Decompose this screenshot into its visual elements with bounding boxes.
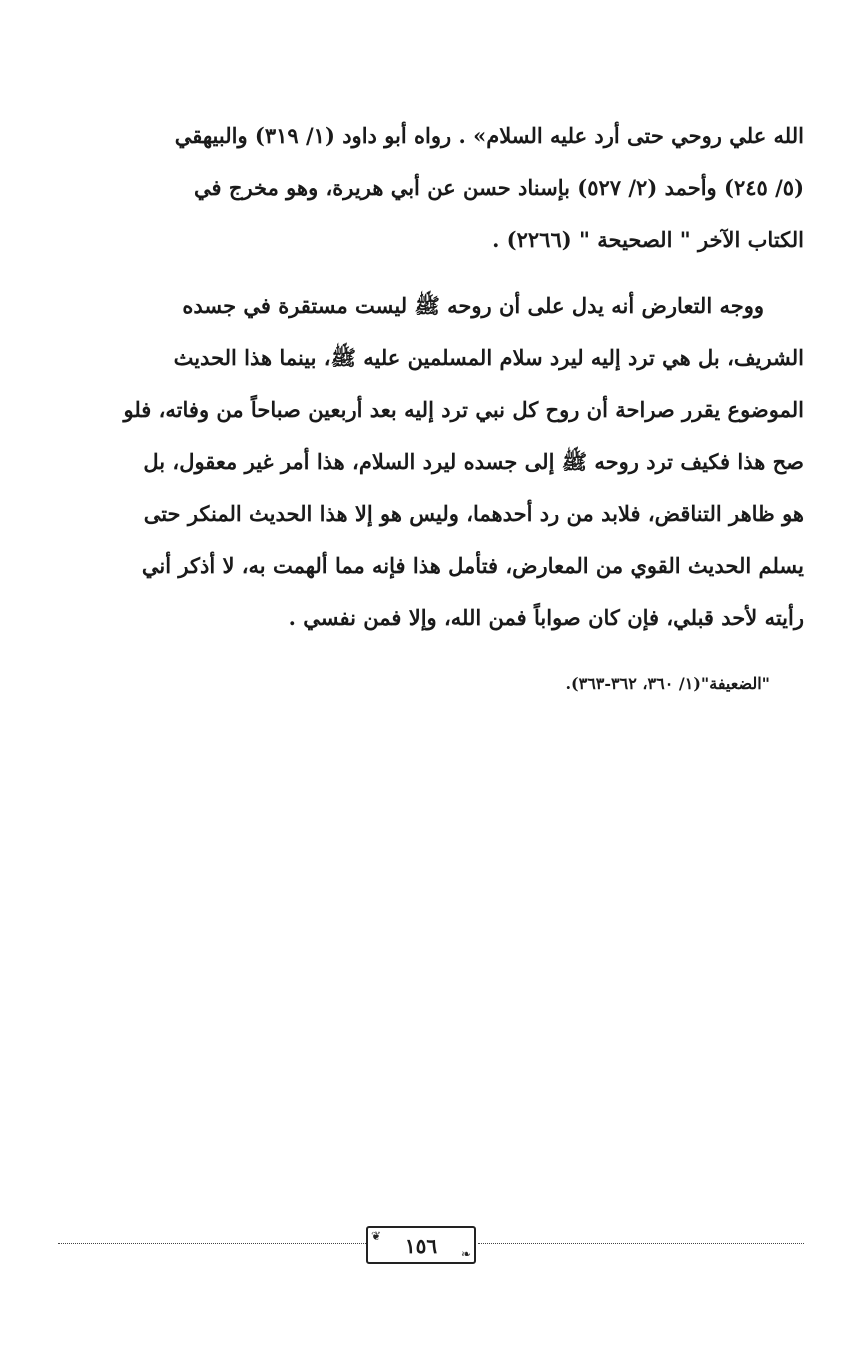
text-line: هو ظاهر التناقض، فلابد من رد أحدهما، وليس هو إلا هذا الحديث المنكر حتى <box>143 501 804 526</box>
paragraph-hadith-citation <box>58 110 804 266</box>
source-reference: "الضعيفة"(١/ ٣٦٠، ٣٦٢-٣٦٣). <box>565 674 770 693</box>
text-line: (٥/ ٢٤٥) وأحمد (٢/ ٥٢٧) بإسناد حسن عن أبي هريرة، وهو مخرج في <box>194 175 804 200</box>
footer-dotted-rule-right <box>478 1243 804 1244</box>
text-line: صح هذا فكيف ترد روحه ﷺ إلى جسده ليرد السلام، هذا أمر غير معقول، بل <box>143 449 804 474</box>
text-line: رأيته لأحد قبلي، فإن كان صواباً فمن الله، وإلا فمن نفسي . <box>288 605 804 630</box>
paragraph-contradiction-explanation <box>58 280 804 644</box>
footer-dotted-rule-left <box>58 1243 366 1244</box>
text-line: الله علي روحي حتى أرد عليه السلام» . رواه أبو داود (١/ ٣١٩) والبيهقي <box>174 123 804 148</box>
text-line: الشريف، بل هي ترد إليه ليرد سلام المسلمين عليه ﷺ، بينما هذا الحديث <box>173 345 804 370</box>
ornament-icon: ❦ <box>371 1229 382 1243</box>
text-line: الكتاب الآخر " الصحيحة " (٢٢٦٦) . <box>492 227 804 252</box>
text-line: ووجه التعارض أنه يدل على أن روحه ﷺ ليست مستقرة في جسده <box>182 293 764 318</box>
text-line: الموضوع يقرر صراحة أن روح كل نبي ترد إليه بعد أربعين صباحاً من وفاته، فلو <box>123 397 804 422</box>
text-line: يسلم الحديث القوي من المعارض، فتأمل هذا فإنه مما ألهمت به، لا أذكر أني <box>141 553 804 578</box>
page-number-frame <box>366 1226 476 1264</box>
ornament-icon: ❧ <box>460 1247 471 1261</box>
page-number: ١٥٦ <box>404 1234 438 1258</box>
